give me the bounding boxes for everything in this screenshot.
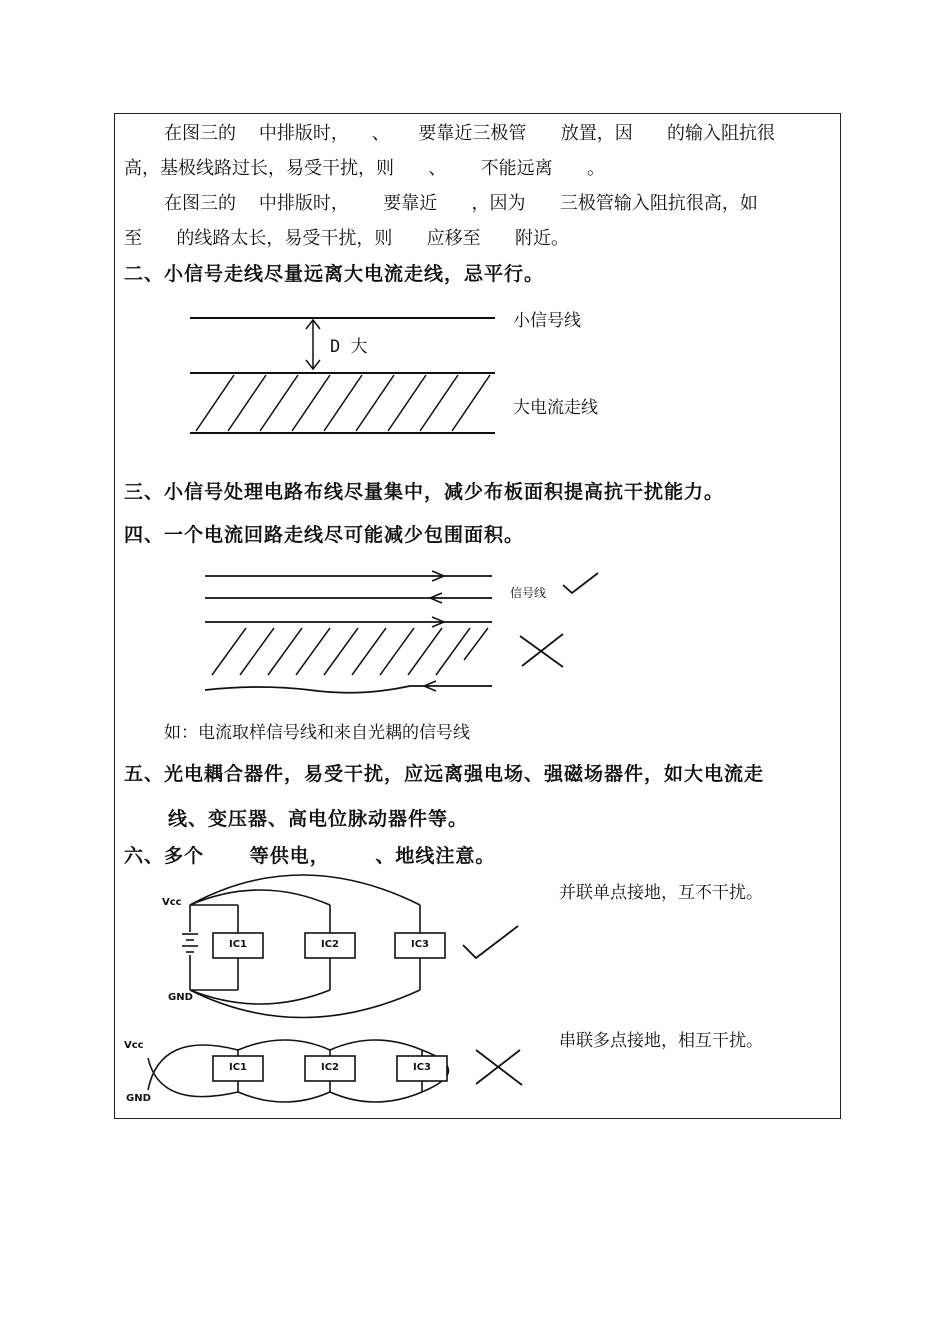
paragraph-2-line-1: 在图三的 中排版时， 要靠近 ，因为 三极管输入阻抗很高，如 (164, 193, 758, 214)
small-signal-label: 小信号线 (513, 311, 581, 331)
ic3-label: IC3 (410, 939, 430, 950)
large-current-label: 大电流走线 (513, 398, 598, 418)
vcc-label: Vcc (162, 897, 182, 908)
series-gnd-label: GND (126, 1093, 151, 1104)
series-arc-2-bottom (330, 1092, 422, 1102)
heading-6: 六、多个 等供电， 、地线注意。 (124, 845, 496, 867)
figure-2-caption: 如：电流取样信号线和来自光耦的信号线 (164, 723, 470, 743)
series-arc-1-bottom (238, 1092, 330, 1102)
ic2-label: IC2 (320, 939, 340, 950)
heading-5-line-2: 线、变压器、高电位脉动器件等。 (168, 808, 469, 830)
cross-mark-icon-2 (476, 1050, 522, 1085)
ic1-label: IC1 (228, 939, 248, 950)
series-grounding-note: 串联多点接地，相互干扰。 (559, 1031, 763, 1051)
distance-label: D 大 (330, 337, 368, 357)
paragraph-1-line-2: 高，基极线路过长，易受干扰，则 、 不能远离 。 (124, 158, 605, 179)
signal-line-label: 信号线 (510, 586, 547, 600)
heading-2: 二、小信号走线尽量远离大电流走线，忌平行。 (124, 263, 545, 285)
series-vcc-label: Vcc (124, 1040, 144, 1051)
heading-3: 三、小信号处理电路布线尽量集中，减少布板面积提高抗干扰能力。 (124, 481, 725, 503)
series-arc-1-top (238, 1040, 330, 1050)
paragraph-2-line-2: 至 的线路太长，易受干扰，则 应移至 附近。 (124, 228, 569, 249)
parallel-grounding-note: 并联单点接地，互不干扰。 (559, 883, 763, 903)
paragraph-1-line-1: 在图三的 中排版时， 、 要靠近三极管 放置，因 的输入阻抗很 (164, 123, 776, 144)
heading-4: 四、一个电流回路走线尽可能减少包围面积。 (124, 524, 525, 546)
series-ic2-label: IC2 (320, 1062, 340, 1073)
series-ic3-label: IC3 (412, 1062, 432, 1073)
series-arc-2-top (330, 1040, 422, 1050)
series-ic1-label: IC1 (228, 1062, 248, 1073)
gnd-label: GND (168, 992, 193, 1003)
heading-5-line-1: 五、光电耦合器件，易受干扰，应远离强电场、强磁场器件，如大电流走 (124, 763, 765, 785)
